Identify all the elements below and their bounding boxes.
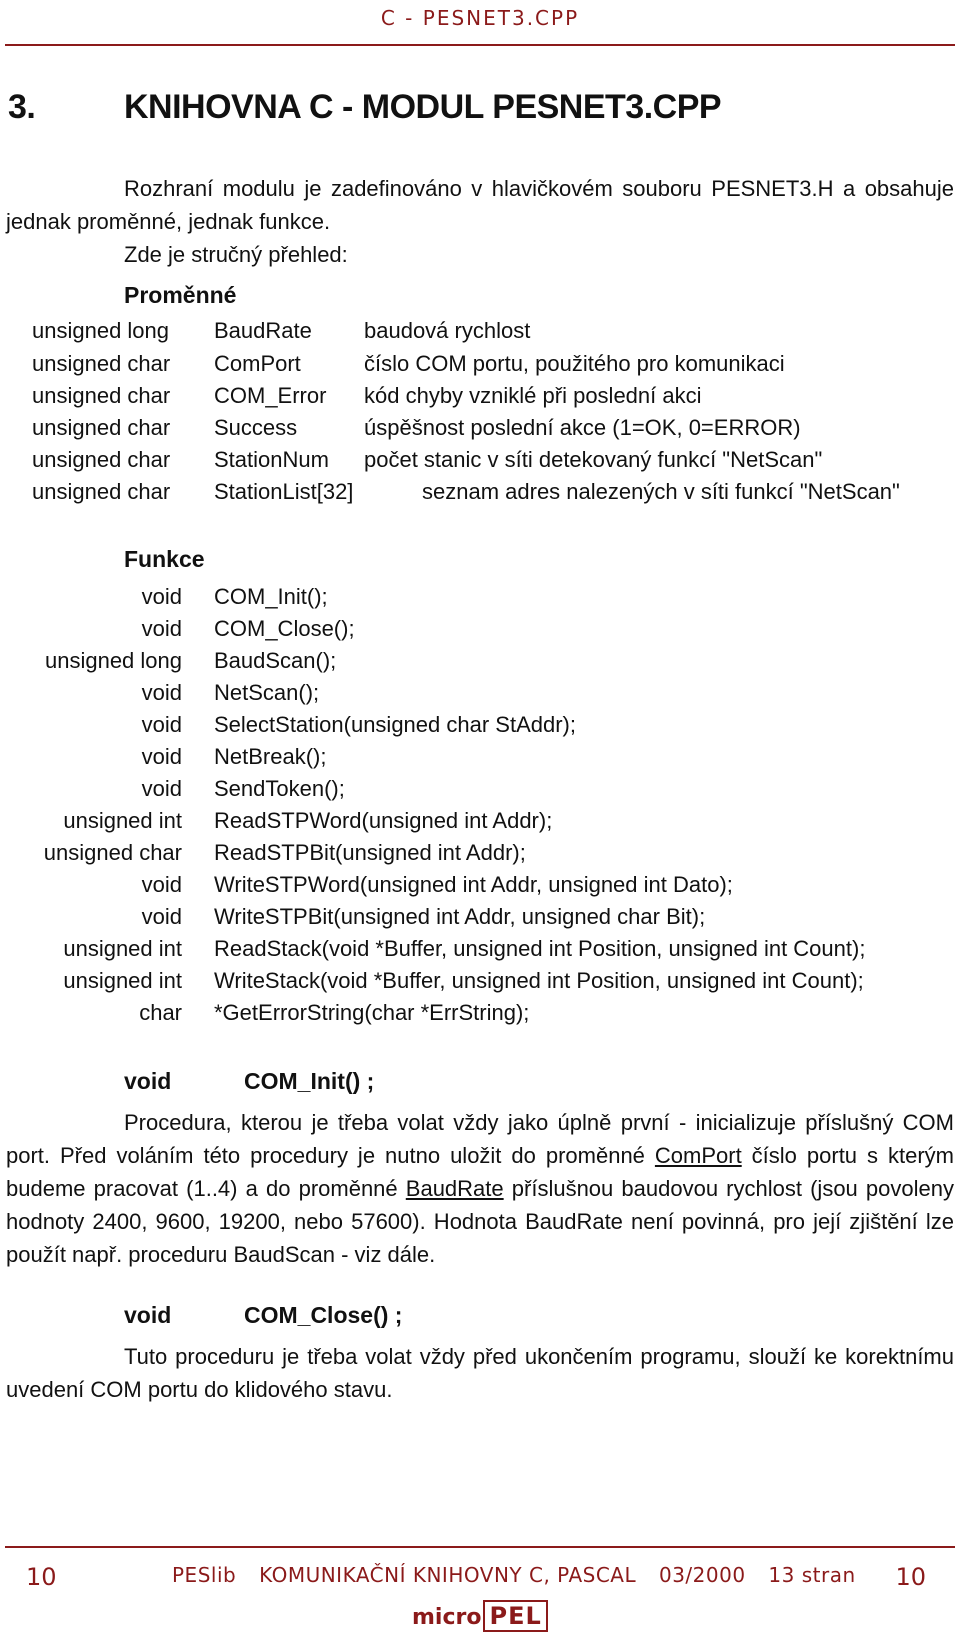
footer-product: PESlib <box>172 1563 237 1587</box>
function-return-type: char <box>139 1000 182 1025</box>
intro-paragraph: Rozhraní modulu je zadefinováno v hlavičkovém souboru PESNET3.H a obsahuje jednak proměnné, jednak funkce. <box>6 176 954 234</box>
function-signature: NetBreak(); <box>214 744 327 769</box>
variable-desc: baudová rychlost <box>364 318 531 343</box>
variable-type: unsigned char <box>32 383 171 408</box>
running-header: C - PESNET3.CPP <box>380 6 580 30</box>
function-signature: WriteSTPWord(unsigned int Addr, unsigned int Dato); <box>214 872 733 897</box>
variable-name: Success <box>214 415 298 440</box>
variable-desc: seznam adres nalezených v síti funkcí "NetScan" <box>422 479 900 504</box>
header-divider <box>5 44 955 46</box>
page-number-left: 10 <box>26 1563 57 1591</box>
function-signature: WriteSTPBit(unsigned int Addr, unsigned char Bit); <box>214 904 706 929</box>
chapter-title-text: KNIHOVNA C - MODUL PESNET3.CPP <box>124 88 722 126</box>
variable-name: StationNum <box>214 447 329 472</box>
function-return-type: unsigned int <box>63 936 182 961</box>
variable-name: COM_Error <box>214 383 327 408</box>
variable-name: ComPort <box>214 351 301 376</box>
functions-heading: Funkce <box>124 546 205 572</box>
footer-info <box>172 1563 872 1587</box>
variable-type: unsigned char <box>32 351 171 376</box>
com-close-description: Tuto proceduru je třeba volat vždy před ukončením programu, slouží ke korektnímu uvedení COM portu do klidového stavu. <box>6 1344 954 1402</box>
function-return-type: unsigned long <box>44 648 182 673</box>
footer-divider <box>5 1546 955 1548</box>
function-signature: ReadSTPBit(unsigned int Addr); <box>214 840 526 865</box>
function-return-type: void <box>141 584 182 609</box>
function-return-type: void <box>141 904 182 929</box>
function-signature: COM_Close(); <box>214 616 355 641</box>
function-row <box>0 904 960 937</box>
function-signature: ReadStack(void *Buffer, unsigned int Position, unsigned int Count); <box>214 936 866 961</box>
function-return-type: void <box>141 712 182 737</box>
footer-page-count: 13 stran <box>768 1563 856 1587</box>
com-close-heading <box>124 1302 402 1329</box>
page-footer <box>0 1563 960 1593</box>
function-row <box>0 584 960 617</box>
com-init-heading <box>124 1068 374 1095</box>
function-row <box>0 840 960 873</box>
variable-desc: kód chyby vzniklé při poslední akci <box>364 383 702 408</box>
function-signature: WriteStack(void *Buffer, unsigned int Position, unsigned int Count); <box>214 968 864 993</box>
com-init-description: Procedura, kterou je třeba volat vždy jako úplně první - inicializuje příslušný COM port. Před voláním této procedury je nutno uložit do proměnné ComPort číslo portu s kterým budeme pracovat (1..4) a do proměnné BaudRate příslušnou baudovou rychlost (jsou povoleny hodnoty 2400, 9600, 19200, nebo 57600). Hodnota BaudRate není povinná, pro její zjištění lze použít např. proceduru BaudScan - viz dále. <box>6 1110 954 1267</box>
variable-type: unsigned char <box>32 479 171 504</box>
variable-name: StationList[32] <box>214 479 354 504</box>
comport-reference: ComPort <box>654 1143 742 1168</box>
function-signature: BaudScan(); <box>214 648 337 673</box>
variable-type: unsigned long <box>32 318 170 343</box>
function-return-type: unsigned int <box>63 968 182 993</box>
function-return-type: void <box>141 616 182 641</box>
function-row <box>0 680 960 713</box>
variable-type: unsigned char <box>32 447 171 472</box>
function-return-type: unsigned char <box>43 840 182 865</box>
variable-name: BaudRate <box>214 318 312 343</box>
function-row <box>0 936 960 969</box>
variable-type: unsigned char <box>32 415 171 440</box>
function-row <box>0 776 960 809</box>
variable-desc: úspěšnost poslední akce (1=OK, 0=ERROR) <box>364 415 801 440</box>
function-row <box>0 712 960 745</box>
function-row <box>0 616 960 649</box>
function-row <box>0 648 960 681</box>
com-init-name: COM_Init() ; <box>244 1068 375 1094</box>
function-row <box>0 1000 960 1033</box>
function-signature: ReadSTPWord(unsigned int Addr); <box>214 808 553 833</box>
function-return-type: unsigned int <box>63 808 182 833</box>
variable-desc: počet stanic v síti detekovaný funkcí "NetScan" <box>364 447 823 472</box>
baudrate-reference: BaudRate <box>405 1176 504 1201</box>
chapter-number: 3. <box>8 88 36 126</box>
function-signature: SendToken(); <box>214 776 345 801</box>
function-return-type: void <box>141 872 182 897</box>
variable-desc: číslo COM portu, použitého pro komunikaci <box>364 351 785 376</box>
function-return-type: void <box>141 776 182 801</box>
com-close-name: COM_Close() ; <box>244 1302 403 1328</box>
function-row <box>0 808 960 841</box>
function-signature: NetScan(); <box>214 680 320 705</box>
logo-prefix: micro <box>412 1605 482 1630</box>
function-signature: COM_Init(); <box>214 584 328 609</box>
overview-line: Zde je stručný přehled: <box>124 242 348 267</box>
micropel-logo <box>412 1600 548 1636</box>
function-signature: SelectStation(unsigned char StAddr); <box>214 712 576 737</box>
com-init-keyword: void <box>124 1068 172 1094</box>
page-number-right: 10 <box>895 1563 926 1591</box>
function-return-type: void <box>141 680 182 705</box>
footer-subject: KOMUNIKAČNÍ KNIHOVNY C, PASCAL <box>259 1563 637 1587</box>
com-close-keyword: void <box>124 1302 172 1328</box>
footer-date: 03/2000 <box>658 1563 746 1587</box>
function-return-type: void <box>141 744 182 769</box>
chapter-title <box>8 88 721 127</box>
logo-box: PEL <box>483 1600 547 1632</box>
function-row <box>0 744 960 777</box>
function-row <box>0 968 960 1001</box>
function-signature: *GetErrorString(char *ErrString); <box>214 1000 530 1025</box>
variables-heading: Proměnné <box>124 282 237 308</box>
function-row <box>0 872 960 905</box>
